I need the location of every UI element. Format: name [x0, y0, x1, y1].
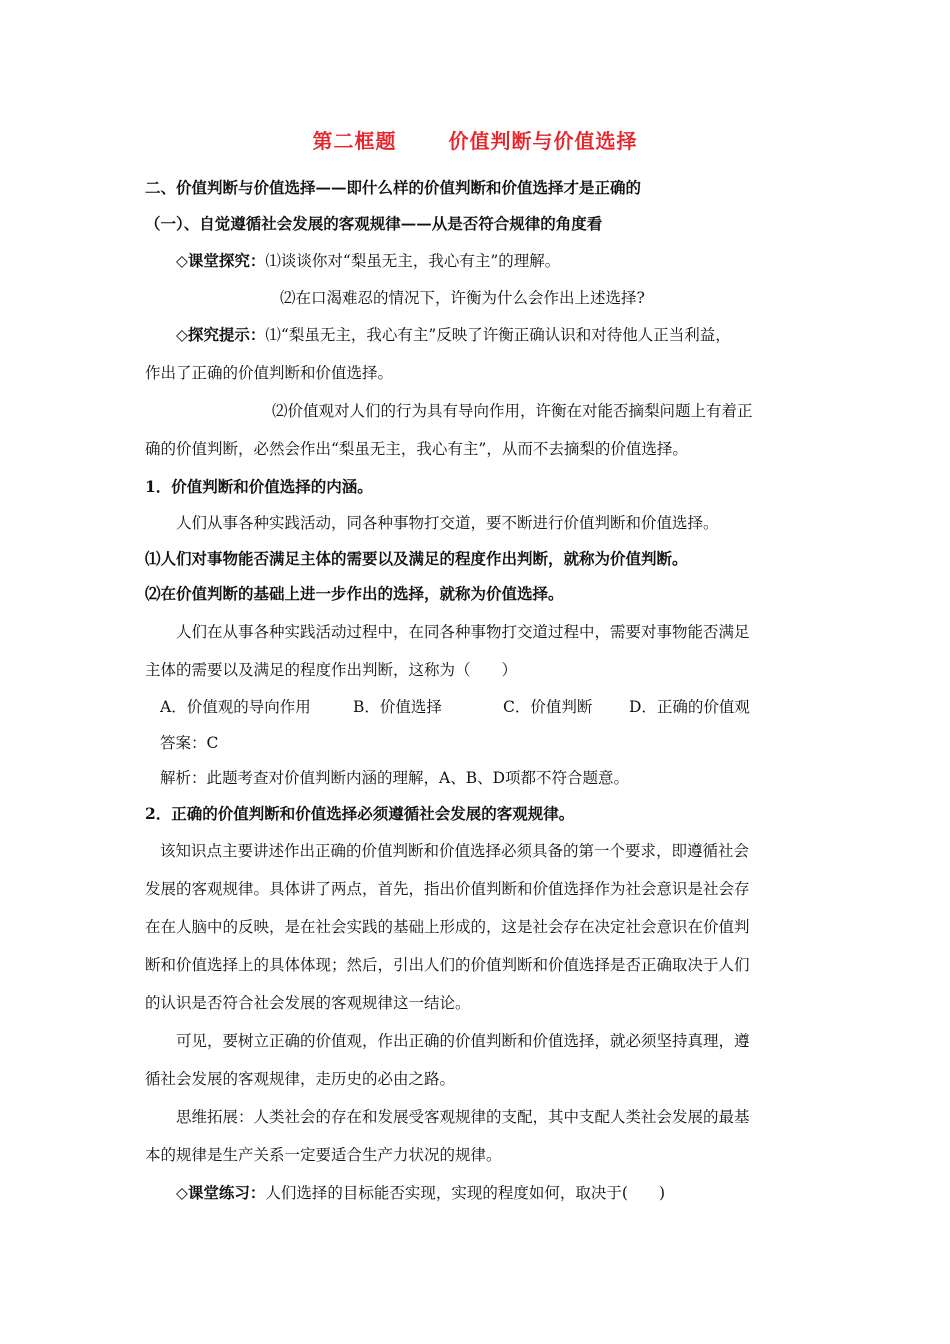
- class-inquiry-text: ⑴谈谈你对“梨虽无主，我心有主”的理解。: [265, 252, 561, 270]
- point-heading-1: 1．价值判断和价值选择的内涵。: [145, 477, 373, 496]
- paragraph-line: 在在人脑中的反映，是在社会实践的基础上形成的，这是社会存在决定社会意识在价值判: [145, 918, 750, 936]
- option-b: B．价值选择: [353, 698, 442, 716]
- paragraph-line: ⑵价值观对人们的行为具有导向作用，许衡在对能否摘梨问题上有着正: [272, 402, 753, 420]
- class-exercise-label: ◇课堂练习：: [176, 1183, 266, 1202]
- paragraph-line: 断和价值选择上的具体体现；然后，引出人们的价值判断和价值选择是否正确取决于人们: [145, 956, 750, 974]
- paragraph-line: 本的规律是生产关系一定要适合生产力状况的规律。: [145, 1146, 502, 1164]
- inquiry-question-2: ⑵在口渴难忍的情况下，许衡为什么会作出上述选择?: [280, 289, 645, 307]
- page-title: [0, 125, 950, 154]
- question-stem: 主体的需要以及满足的程度作出判断，这称为（ ）: [145, 661, 518, 679]
- subsection-heading: （一）、自觉遵循社会发展的客观规律——从是否符合规律的角度看: [145, 214, 603, 233]
- inquiry-hint-text: ⑴“梨虽无主，我心有主”反映了许衡正确认识和对待他人正当利益，: [265, 326, 731, 344]
- class-exercise: [176, 1183, 665, 1203]
- analysis: 解析：此题考查对价值判断内涵的理解，A、B、D项都不符合题意。: [160, 769, 630, 787]
- thinking-extension: 思维拓展：人类社会的存在和发展受客观规律的支配，其中支配人类社会发展的最基: [176, 1108, 750, 1126]
- paragraph-line: 该知识点主要讲述作出正确的价值判断和价值选择必须具备的第一个要求，即遵循社会: [160, 842, 750, 860]
- section-heading: 二、价值判断与价值选择——即什么样的价值判断和价值选择才是正确的: [145, 178, 642, 197]
- option-c: C．价值判断: [503, 698, 593, 716]
- class-inquiry-label: ◇课堂探究：: [176, 251, 266, 270]
- title-part2: 价值判断与价值选择: [448, 129, 638, 153]
- definition-value-choice: ⑵在价值判断的基础上进一步作出的选择，就称为价值选择。: [145, 584, 564, 603]
- inquiry-hint: [176, 325, 731, 345]
- paragraph-line: 人们从事各种实践活动，同各种事物打交道，要不断进行价值判断和价值选择。: [176, 514, 719, 532]
- definition-value-judgment: ⑴人们对事物能否满足主体的需要以及满足的程度作出判断，就称为价值判断。: [145, 549, 688, 568]
- inquiry-hint-label: ◇探究提示：: [176, 325, 266, 344]
- option-d: D．正确的价值观: [629, 698, 750, 716]
- paragraph-line: 确的价值判断，必然会作出“梨虽无主，我心有主”，从而不去摘梨的价值选择。: [145, 440, 688, 458]
- class-exercise-text: 人们选择的目标能否实现，实现的程度如何，取决于( ): [265, 1184, 666, 1202]
- option-a: A．价值观的导向作用: [160, 698, 311, 716]
- answer: 答案：C: [160, 734, 219, 752]
- paragraph-line: 可见，要树立正确的价值观，作出正确的价值判断和价值选择，就必须坚持真理，遵: [176, 1032, 750, 1050]
- paragraph-line: 循社会发展的客观规律，走历史的必由之路。: [145, 1070, 456, 1088]
- class-inquiry: [176, 251, 560, 271]
- paragraph-line: 的认识是否符合社会发展的客观规律这一结论。: [145, 994, 471, 1012]
- paragraph-line: 发展的客观规律。具体讲了两点，首先，指出价值判断和价值选择作为社会意识是社会存: [145, 880, 750, 898]
- title-part1: 第二框题: [312, 129, 397, 153]
- question-stem: 人们在从事各种实践活动过程中，在同各种事物打交道过程中，需要对事物能否满足: [176, 623, 750, 641]
- point-heading-2: 2．正确的价值判断和价值选择必须遵循社会发展的客观规律。: [145, 804, 575, 823]
- paragraph-line: 作出了正确的价值判断和价值选择。: [145, 364, 394, 382]
